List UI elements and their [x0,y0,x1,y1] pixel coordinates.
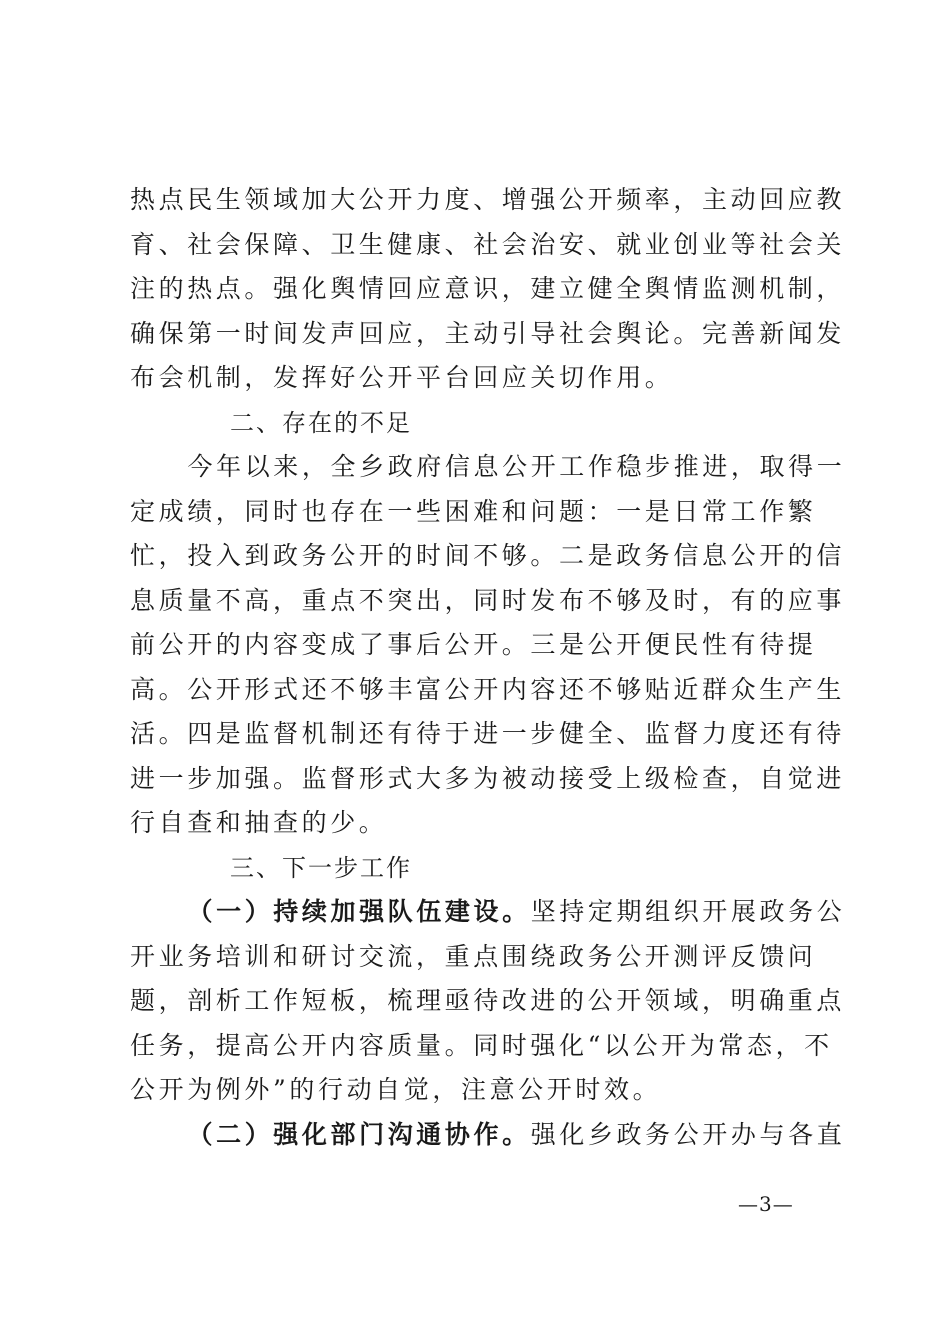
page-number: —3— [738,1192,794,1216]
paragraph-public-response: 热点民生领域加大公开力度、增强公开频率，主动回应教育、社会保障、卫生健康、社会治安、就业创业等社会关注的热点。强化舆情回应意识，建立健全舆情监测机制，确保第一时间发声回应，主动引导社会舆论。完善新闻发布会机制，发挥好公开平台回应关切作用。 [130,185,846,392]
subheading-team-building: （一）持续加强队伍建设。 [187,897,531,926]
paragraph-team-building-text: 坚持定期组织开展政务公开业务培训和研讨交流，重点围绕政务公开测评反馈问题，剖析工作短板，梳理亟待改进的公开领域，明确重点任务，提高公开内容质量。同时强化“以公开为常态，不公开为例外”的行动自觉，注意公开时效。 [130,897,846,1104]
document-body [130,178,850,1157]
heading-shortcomings: 二、存在的不足 [230,408,412,437]
paragraph-shortcomings: 今年以来，全乡政府信息公开工作稳步推进，取得一定成绩，同时也存在一些困难和问题：一是日常工作繁忙，投入到政务公开的时间不够。二是政务信息公开的信息质量不高，重点不突出，同时发布不够及时，有的应事前公开的内容变成了事后公开。三是公开便民性有待提高。公开形式还不够丰富公开内容还不够贴近群众生产生活。四是监督机制还有待于进一步健全、监督力度还有待进一步加强。监督形式大多为被动接受上级检查，自觉进行自查和抽查的少。 [130,452,846,837]
paragraph-department-cooperation [130,1113,850,1158]
paragraph-team-building [130,890,850,1113]
heading-next-steps: 三、下一步工作 [230,853,412,882]
subheading-department-cooperation: （二）强化部门沟通协作。 [187,1119,531,1149]
paragraph-department-cooperation-text: 强化乡政务公开办与各直 [530,1119,846,1149]
